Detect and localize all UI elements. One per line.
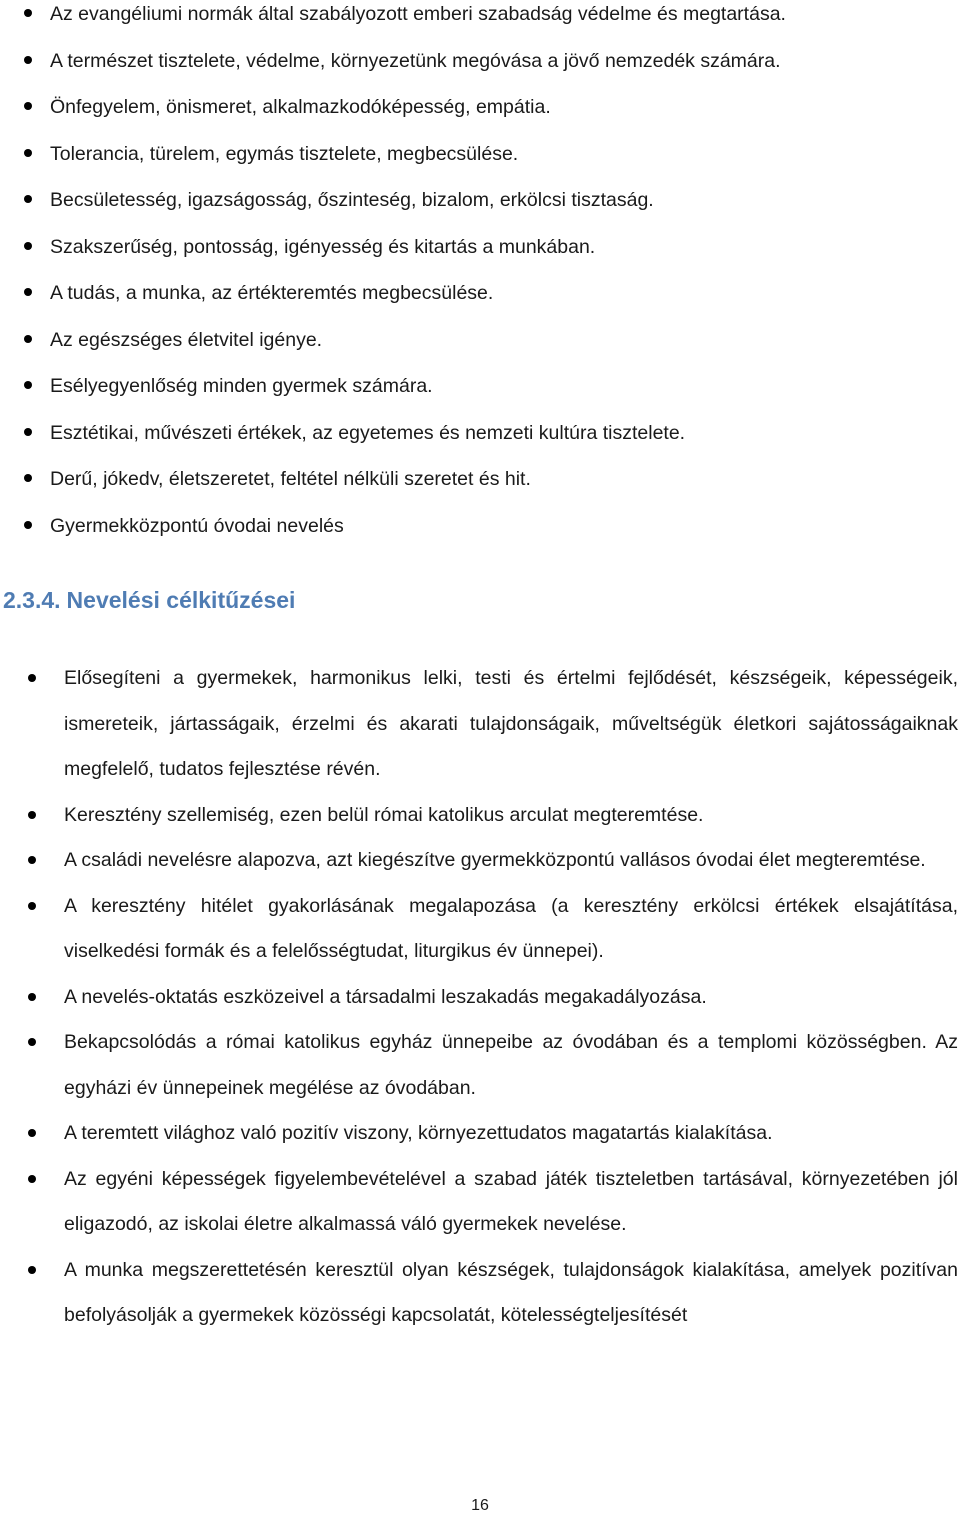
list-item-text: Az evangéliumi normák által szabályozott emberi szabadság védelme és megtartása. (50, 3, 786, 25)
goal-item (26, 656, 958, 793)
goal-item (26, 1020, 958, 1111)
bullet-icon (28, 674, 36, 682)
bullet-icon (24, 195, 32, 203)
list-item (24, 465, 954, 512)
list-item (24, 279, 954, 326)
bullet-icon (28, 1129, 36, 1137)
bullet-icon (28, 1175, 36, 1183)
goals-list (26, 656, 958, 1339)
list-item (24, 47, 954, 94)
list-item-text: Esztétikai, művészeti értékek, az egyetemes és nemzeti kultúra tisztelete. (50, 421, 686, 444)
list-item-text: Becsületesség, igazságosság, őszinteség, bizalom, erkölcsi tisztaság. (50, 189, 654, 211)
bullet-icon (24, 428, 32, 436)
list-item-text: Az egészséges életvitel igénye. (50, 328, 323, 351)
list-item-text: Tolerancia, türelem, egymás tisztelete, megbecsülése. (50, 142, 519, 165)
bullet-icon (28, 902, 36, 910)
bullet-icon (24, 149, 32, 157)
section-title: Nevelési célkitűzései (66, 587, 296, 613)
bullet-icon (24, 102, 32, 110)
list-item-text: Derű, jókedv, életszeretet, feltétel nélküli szeretet és hit. (50, 468, 531, 490)
list-item-text: A természet tisztelete, védelme, környezetünk megóvása a jövő nemzedék számára. (50, 49, 781, 72)
goal-item-text: A munka megszerettetésén keresztül olyan készségek, tulajdonságok kialakítása, amelyek pozitívan befolyásolják a gyermekek közösségi kapcsolatát, kötelességteljesítését (64, 1258, 958, 1326)
list-item-text: Esélyegyenlőség minden gyermek számára. (50, 375, 433, 397)
goal-item (26, 975, 958, 1021)
values-list (24, 0, 954, 558)
list-item (24, 233, 954, 280)
bullet-icon (28, 856, 36, 864)
bullet-icon (28, 1038, 36, 1046)
section-number: 2.3.4. (3, 587, 61, 613)
bullet-icon (24, 521, 32, 529)
goal-item-text: Az egyéni képességek figyelembevételével a szabad játék tiszteletben tartásával, környezetében jól eligazodó, az iskolai életre alkalmassá váló gyermekek nevelése. (64, 1167, 958, 1235)
bullet-icon (28, 811, 36, 819)
bullet-icon (24, 335, 32, 343)
list-item (24, 93, 954, 140)
bullet-icon (28, 1266, 36, 1274)
goal-item (26, 1157, 958, 1248)
list-item (24, 140, 954, 187)
bullet-icon (24, 56, 32, 64)
list-item (24, 0, 954, 47)
list-item-text: A tudás, a munka, az értékteremtés megbecsülése. (50, 282, 494, 304)
goal-item-text: A keresztény hitélet gyakorlásának megalapozása (a keresztény erkölcsi értékek elsajátítása, viselkedési formák és a felelősségtudat, liturgikus év ünnepei). (64, 894, 958, 962)
bullet-icon (24, 474, 32, 482)
goal-item (26, 884, 958, 975)
goal-item (26, 838, 958, 884)
page-number: 16 (471, 1497, 489, 1514)
bullet-icon (24, 381, 32, 389)
goal-item-text: Elősegíteni a gyermekek, harmonikus lelki, testi és értelmi fejlődését, készségeik, képességeik, ismereteik, jártasságaik, érzelmi és akarati tulajdonságaik, műveltségük életkori sajátosságaiknak megfelelő, tudatos fejlesztése révén. (64, 667, 958, 780)
goal-item (26, 1248, 958, 1339)
goal-item-text: A nevelés-oktatás eszközeivel a társadalmi leszakadás megakadályozása. (64, 985, 707, 1008)
goal-item-text: A teremtett világhoz való pozitív viszony, környezettudatos magatartás kialakítása. (64, 1122, 773, 1144)
list-item (24, 419, 954, 466)
list-item-text: Szakszerűség, pontosság, igényesség és kitartás a munkában. (50, 235, 596, 258)
bullet-icon (24, 9, 32, 17)
list-item-text: Gyermekközpontú óvodai nevelés (50, 514, 344, 537)
goal-item-text: Bekapcsolódás a római katolikus egyház ünnepeibe az óvodában és a templomi közösségben. Az egyházi év ünnepeinek megélése az óvodában. (64, 1031, 958, 1099)
list-item (24, 512, 954, 559)
bullet-icon (24, 288, 32, 296)
goal-item (26, 1111, 958, 1157)
list-item (24, 372, 954, 419)
list-item-text: Önfegyelem, önismeret, alkalmazkodóképesség, empátia. (50, 96, 551, 118)
list-item (24, 326, 954, 373)
bullet-icon (24, 242, 32, 250)
list-item (24, 186, 954, 233)
goal-item-text: Keresztény szellemiség, ezen belül római katolikus arculat megteremtése. (64, 803, 704, 826)
goal-item (26, 793, 958, 839)
goal-item-text: A családi nevelésre alapozva, azt kiegészítve gyermekközpontú vallásos óvodai élet megteremtése. (64, 849, 926, 871)
bullet-icon (28, 993, 36, 1001)
section-heading (3, 583, 295, 617)
